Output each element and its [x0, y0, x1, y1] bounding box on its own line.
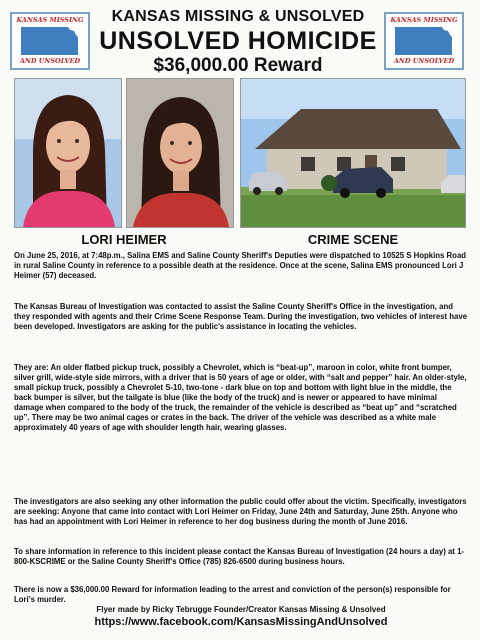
- crime-scene-caption: CRIME SCENE: [307, 232, 399, 247]
- victim-name-caption: LORI HEIMER: [81, 232, 167, 247]
- facebook-link[interactable]: https://www.facebook.com/KansasMissingAndUnsolved: [94, 616, 388, 628]
- paragraph-vehicles: They are: An older flatbed pickup truck, possibly a Chevrolet, which is “beat-up”, maroon in color, white front bumper, silver grill, wide-style side mirrors, with a driver that is 50 years of age or older, with “salt and pepper” hair. An older-style, small pickup truck, possibly a Chevrolet S-10, two-tone - dark blue on top and bottom with light blue in the middle, the back bumper is silver, but the tailgate is blue (like the body of the truck) and is newer or appeared to have minimal damage when compared to the body of the truck, the remainder of the vehicle is described as “beat up” and “scratched up”. There may be two animal cages or crates in the back. The driver of the vehicle was described as a white male approximately 40 years of age with shoulder length hair, wearing glasses.: [14, 363, 467, 432]
- reward-heading: $36,000.00 Reward: [153, 55, 323, 76]
- victim-photo-2: [126, 78, 234, 228]
- logo-bottom-text: AND UNSOLVED: [19, 57, 81, 65]
- paragraph-incident: On June 25, 2016, at 7:48p.m., Salina EMS and Saline County Sheriff's Deputies were dispatched to 10525 S Hopkins Road in rural Saline County in reference to a possible death at the residence. Once at the scene, Salina EMS pronounced Lori J Heimer (57) deceased.: [14, 251, 467, 280]
- victim-photo-1: [14, 78, 122, 228]
- page-title: UNSOLVED HOMICIDE: [99, 27, 377, 55]
- paragraph-contact: To share information in reference to this incident please contact the Kansas Bureau of Investigation (24 hours a day) at 1-800-KSCRIME or the Saline County Sheriff's Office (785) 826-6500 during business hours.: [14, 547, 465, 566]
- kansas-missing-logo-left: [10, 12, 90, 70]
- kansas-state-map-icon: [394, 26, 454, 56]
- kansas-state-map-icon: [20, 26, 80, 56]
- flyer-credit: Flyer made by Ricky Tebrugge Founder/Creator Kansas Missing & Unsolved: [96, 605, 386, 614]
- kansas-missing-logo-right: [384, 12, 464, 70]
- paragraph-investigation: The Kansas Bureau of Investigation was contacted to assist the Saline County Sheriff's Office in the investigation, and they responded with agents and their Crime Scene Response Team. During the investigation, two vehicles of interest have been developed. Investigators are asking for the public's assistance in locating the vehicles.: [14, 302, 468, 331]
- logo-top-text: KANSAS MISSING: [390, 16, 458, 24]
- logo-top-text: KANSAS MISSING: [16, 16, 84, 24]
- crime-scene-photo: [240, 78, 466, 228]
- paragraph-reward: There is now a $36,000.00 Reward for information leading to the arrest and conviction of the person(s) responsible for Lori's murder.: [14, 585, 451, 604]
- paragraph-seeking-info: The investigators are also seeking any other information the public could offer about the victim. Specifically, investigators are seeking: Anyone that came into contact with Lori Heimer on Friday, June 24th and Saturday, June 25th. Anyone who has had an appointment with Lori Heimer in reference to her dog business during the month of June 2016.: [14, 497, 467, 526]
- header-line-1: KANSAS MISSING & UNSOLVED: [111, 8, 365, 25]
- logo-bottom-text: AND UNSOLVED: [393, 57, 455, 65]
